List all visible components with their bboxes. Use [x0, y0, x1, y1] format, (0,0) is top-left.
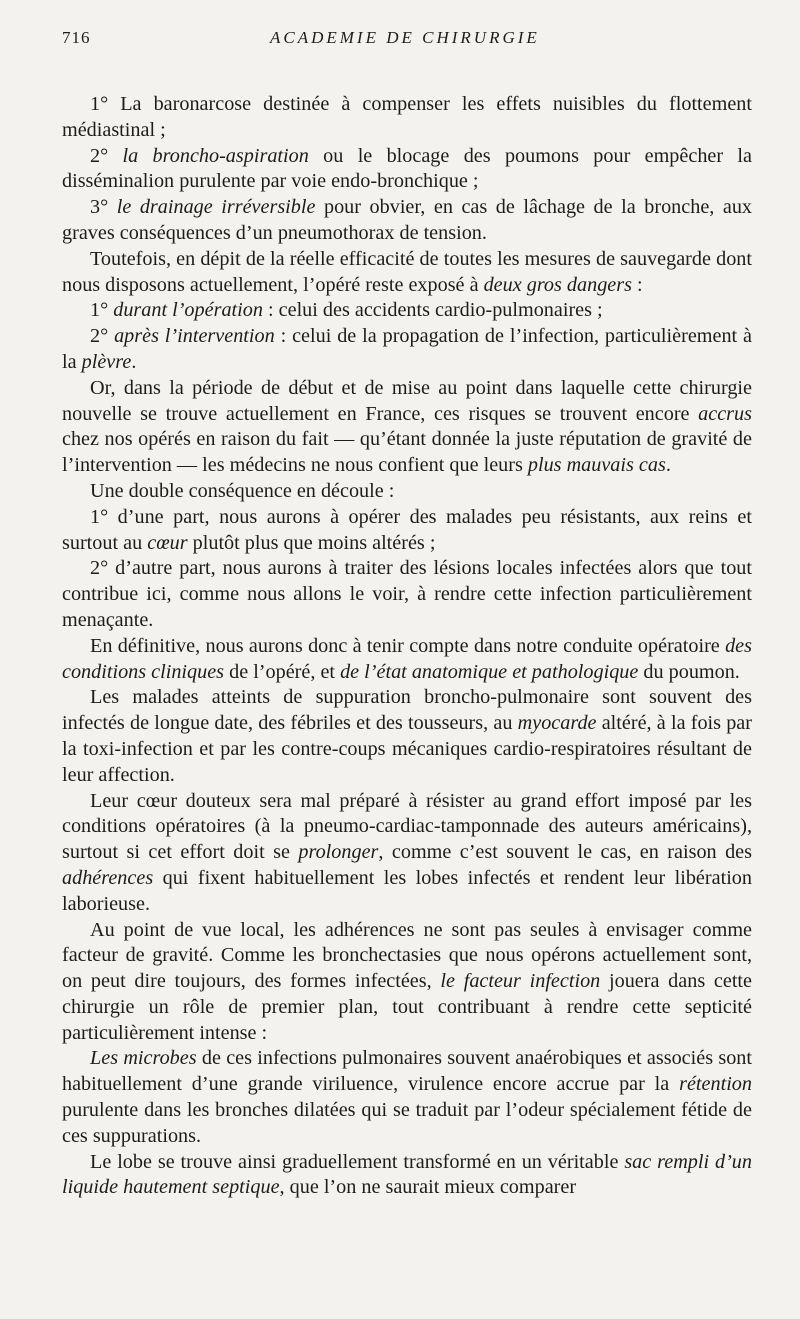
text-run: Toutefois, en dépit de la réelle efficacité de toutes les mesures de sauvegarde dont nous disposons actuellement, l’opéré reste exposé à	[62, 247, 752, 296]
paragraph	[62, 92, 752, 144]
italic-text: le facteur infection	[440, 970, 601, 993]
text-run: jouera dans cette chirurgie un rôle de premier plan, tout contribuant à rendre cette septicité particulièrement intense :	[62, 970, 752, 1044]
text-run: , que l’on ne saurait mieux comparer	[279, 1176, 577, 1199]
italic-text: accrus	[698, 402, 752, 425]
italic-text: cœur	[147, 531, 188, 554]
text-run: : celui de la propagation de l’infection, particulièrement à la	[62, 325, 752, 373]
paragraph	[62, 376, 752, 479]
paragraph	[62, 479, 752, 505]
text-run: chez nos opérés en raison du fait — qu’étant donnée la juste réputation de gravité de l’intervention — les médecins ne nous confient que leurs	[62, 428, 752, 477]
text-run: En définitive, nous aurons donc à tenir compte dans notre conduite opératoire	[90, 634, 726, 657]
italic-text: des conditions cliniques	[62, 634, 752, 683]
italic-text: de l’état anatomique et pathologique	[340, 660, 639, 683]
text-run: , comme c’est souvent le cas, en raison des	[378, 841, 752, 864]
italic-text: rétention	[679, 1073, 752, 1096]
text-run: Le lobe se trouve ainsi graduellement transformé en un véritable	[90, 1150, 625, 1173]
text-run: Une double conséquence en découle :	[90, 479, 395, 502]
paragraph	[62, 556, 752, 633]
italic-text: après l’intervention	[114, 325, 275, 348]
text-run: altéré, à la fois par la toxi-infection et par les contre-coups mécaniques cardio-respiratoires résultant de leur affection.	[62, 712, 752, 786]
italic-text: plèvre	[81, 350, 132, 373]
text-run: 2° d’autre part, nous aurons à traiter des lésions locales infectées alors que tout contribue ici, comme nous allons le voir, à rendre cette infection particulièrement menaçante.	[62, 557, 752, 631]
paragraph	[62, 298, 752, 324]
paragraph	[62, 144, 752, 196]
italic-text: durant l’opération	[113, 299, 263, 322]
text-run: Leur cœur douteux sera mal préparé à résister au grand effort imposé par les conditions opératoires (à la pneumo-cardiac-tamponnade des auteurs américains), surtout si cet effort doit se	[62, 789, 752, 864]
text-run: 1° d’une part, nous aurons à opérer des malades peu résistants, aux reins et surtout au	[62, 505, 752, 554]
text-run: Or, dans la période de début et de mise au point dans laquelle cette chirurgie nouvelle se trouve actuellement en France, ces risques se trouvent encore	[62, 376, 752, 425]
paragraph	[62, 195, 752, 247]
paragraph	[62, 247, 752, 299]
paragraph	[62, 789, 752, 918]
text-run: pour obvier, en cas de lâchage de la bronche, aux graves conséquences d’un pneumothorax de tension.	[62, 196, 753, 244]
italic-text: Les microbes	[90, 1047, 197, 1070]
italic-text: la broncho-aspiration	[122, 144, 309, 167]
text-run: : celui des accidents cardio-pulmonaires ;	[262, 299, 603, 322]
text-run: Les malades atteints de suppuration broncho-pulmonaire sont souvent des infectés de longue date, des fébriles et des tousseurs, au	[62, 686, 752, 735]
text-run: ou le blocage des poumons pour empêcher la disséminalion purulente par voie endo-bronchique ;	[62, 144, 753, 193]
paragraph	[62, 1150, 752, 1202]
italic-text: le drainage irréversible	[116, 196, 316, 219]
text-run: 2°	[90, 325, 115, 348]
running-head	[62, 28, 752, 58]
text-run: 1°	[90, 299, 114, 322]
italic-text: adhérences	[62, 866, 154, 889]
italic-text: sac rempli d’un liquide hautement septique	[62, 1150, 752, 1199]
text-run: .	[665, 454, 671, 477]
italic-text: myocarde	[517, 712, 597, 735]
text-run: 2°	[90, 144, 123, 167]
text-run: purulente dans les bronches dilatées qui se traduit par l’odeur spécialement fétide de ces suppurations.	[62, 1099, 752, 1147]
text-run: :	[631, 273, 643, 296]
text-run: 1° La baronarcose destinée à compenser les effets nuisibles du flottement médiastinal ;	[62, 93, 752, 141]
paragraph	[62, 634, 752, 686]
text-run: qui fixent habituellement les lobes infectés et rendent leur libération laborieuse.	[62, 866, 752, 915]
paragraph	[62, 324, 752, 376]
paragraph	[62, 505, 752, 557]
text-run: Au point de vue local, les adhérences ne sont pas seules à envisager comme facteur de gravité. Comme les bronchectasies que nous opérons actuellement sont, on peut dire toujours, des formes infectées,	[62, 918, 752, 993]
text-run: du poumon.	[638, 660, 740, 683]
text-run: .	[131, 350, 137, 373]
page-number: 716	[62, 28, 91, 47]
text-run: de l’opéré, et	[224, 660, 341, 683]
italic-text: prolonger	[298, 841, 379, 864]
paragraph	[62, 1046, 752, 1149]
italic-text: deux gros dangers	[483, 273, 632, 296]
text-run: de ces infections pulmonaires souvent anaérobiques et associés sont habituellement d’une grande viriluence, virulence encore accrue par la	[62, 1047, 752, 1096]
text-run: plutôt plus que moins altérés ;	[187, 531, 436, 554]
italic-text: plus mauvais cas	[527, 454, 666, 477]
journal-title: ACADEMIE DE CHIRURGIE	[270, 28, 540, 47]
paragraph	[62, 685, 752, 788]
paragraph	[62, 918, 752, 1047]
body-text	[62, 92, 752, 1201]
text-run: 3°	[90, 196, 117, 219]
